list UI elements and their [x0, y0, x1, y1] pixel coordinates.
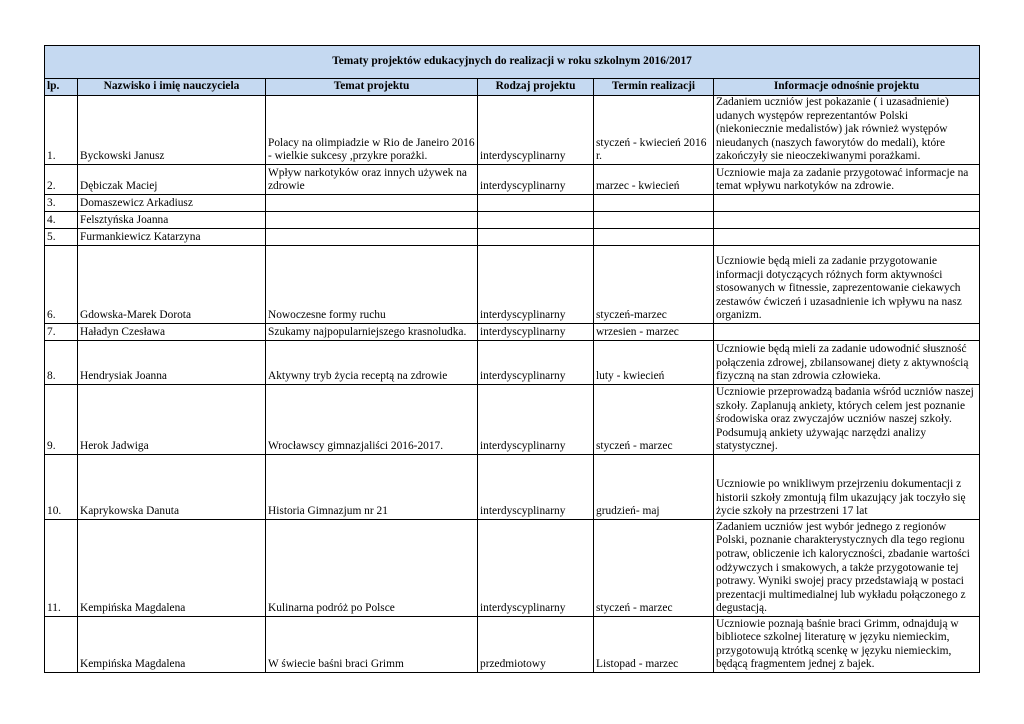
cell-topic	[266, 229, 478, 246]
cell-topic: Nowoczesne formy ruchu	[266, 246, 478, 324]
table-row	[45, 195, 980, 212]
cell-info	[714, 195, 980, 212]
header-term: Termin realizacji	[594, 79, 714, 96]
cell-term	[594, 195, 714, 212]
cell-term: marzec - kwiecień	[594, 165, 714, 195]
table-row	[45, 246, 980, 324]
cell-info: Uczniowie po wnikliwym przejrzeniu dokumentacji z historii szkoły zmontują film ukazujący jak toczyło się życie szkoły na przestrzeni 17 lat	[714, 455, 980, 520]
cell-kind	[478, 212, 594, 229]
cell-topic: Kulinarna podróż po Polsce	[266, 520, 478, 617]
table-title: Tematy projektów edukacyjnych do realizacji w roku szkolnym 2016/2017	[45, 46, 980, 79]
cell-term: wrzesien - marzec	[594, 324, 714, 341]
cell-lp: 2.	[45, 165, 78, 195]
table-row	[45, 520, 980, 617]
table-row	[45, 165, 980, 195]
cell-kind	[478, 229, 594, 246]
cell-info	[714, 324, 980, 341]
cell-name: Kaprykowska Danuta	[78, 455, 266, 520]
projects-table	[44, 45, 980, 673]
cell-name: Kempińska Magdalena	[78, 520, 266, 617]
cell-lp: 7.	[45, 324, 78, 341]
cell-kind: interdyscyplinarny	[478, 246, 594, 324]
cell-lp: 4.	[45, 212, 78, 229]
cell-term: luty - kwiecień	[594, 341, 714, 385]
cell-lp: 8.	[45, 341, 78, 385]
header-topic: Temat projektu	[266, 79, 478, 96]
cell-kind: interdyscyplinarny	[478, 385, 594, 455]
cell-name: Felsztyńska Joanna	[78, 212, 266, 229]
header-lp: lp.	[45, 79, 78, 96]
cell-term: Listopad - marzec	[594, 617, 714, 673]
header-kind: Rodzaj projektu	[478, 79, 594, 96]
table-row	[45, 455, 980, 520]
cell-kind: interdyscyplinarny	[478, 520, 594, 617]
cell-kind: interdyscyplinarny	[478, 324, 594, 341]
cell-lp: 9.	[45, 385, 78, 455]
cell-term: styczeń-marzec	[594, 246, 714, 324]
cell-name: Dębiczak Maciej	[78, 165, 266, 195]
cell-name: Gdowska-Marek Dorota	[78, 246, 266, 324]
cell-term: grudzień- maj	[594, 455, 714, 520]
cell-topic	[266, 195, 478, 212]
cell-topic: Wpływ narkotyków oraz innych używek na zdrowie	[266, 165, 478, 195]
cell-name: Furmankiewicz Katarzyna	[78, 229, 266, 246]
cell-topic	[266, 212, 478, 229]
cell-lp: 10.	[45, 455, 78, 520]
cell-term	[594, 229, 714, 246]
header-info: Informacje odnośnie projektu	[714, 79, 980, 96]
cell-kind: interdyscyplinarny	[478, 165, 594, 195]
cell-kind: interdyscyplinarny	[478, 96, 594, 165]
cell-info	[714, 212, 980, 229]
cell-topic: Polacy na olimpiadzie w Rio de Janeiro 2016 - wielkie sukcesy ,przykre porażki.	[266, 96, 478, 165]
cell-info: Uczniowie maja za zadanie przygotować informacje na temat wpływu narkotyków na zdrowie.	[714, 165, 980, 195]
table-row	[45, 324, 980, 341]
table-row	[45, 617, 980, 673]
cell-topic: Aktywny tryb życia receptą na zdrowie	[266, 341, 478, 385]
table-row	[45, 229, 980, 246]
cell-topic: Szukamy najpopularniejszego krasnoludka.	[266, 324, 478, 341]
cell-lp: 1.	[45, 96, 78, 165]
cell-term	[594, 212, 714, 229]
cell-info	[714, 229, 980, 246]
cell-term: styczeń - kwiecień 2016 r.	[594, 96, 714, 165]
cell-topic: Wrocławscy gimnazjaliści 2016-2017.	[266, 385, 478, 455]
cell-kind: interdyscyplinarny	[478, 455, 594, 520]
cell-info: Uczniowie będą mieli za zadanie udowodnić słuszność połączenia zdrowej, zbilansowanej diety z aktywnością fizyczną na stan zdrowia człowieka.	[714, 341, 980, 385]
cell-info: Uczniowie poznają baśnie braci Grimm, odnajdują w bibliotece szkolnej literaturę w języku niemieckim, przygotowują ktrótką scenkę w języku niemieckim, będącą fragmentem jednej z bajek.	[714, 617, 980, 673]
cell-lp	[45, 617, 78, 673]
cell-name: Herok Jadwiga	[78, 385, 266, 455]
table-row	[45, 385, 980, 455]
cell-lp: 3.	[45, 195, 78, 212]
cell-name: Byckowski Janusz	[78, 96, 266, 165]
cell-name: Hendrysiak Joanna	[78, 341, 266, 385]
cell-info: Zadaniem uczniów jest wybór jednego z regionów Polski, poznanie charakterystycznych dla tego regionu potraw, obliczenie ich kaloryczności, zbadanie wartości odżywczych i smakowych, a także przygotowanie tej potrawy. Wyniki swojej pracy przedstawiają w postaci prezentacji multimedialnej lub wykładu połączonego z degustacją.	[714, 520, 980, 617]
header-row	[45, 79, 980, 96]
cell-kind: przedmiotowy	[478, 617, 594, 673]
cell-topic: W świecie baśni braci Grimm	[266, 617, 478, 673]
table-row	[45, 341, 980, 385]
cell-lp: 5.	[45, 229, 78, 246]
cell-kind	[478, 195, 594, 212]
cell-kind: interdyscyplinarny	[478, 341, 594, 385]
cell-name: Haładyn Czesława	[78, 324, 266, 341]
cell-topic: Historia Gimnazjum nr 21	[266, 455, 478, 520]
cell-name: Domaszewicz Arkadiusz	[78, 195, 266, 212]
cell-lp: 11.	[45, 520, 78, 617]
cell-info: Uczniowie będą mieli za zadanie przygotowanie informacji dotyczących różnych form aktywności stosowanych w fitnessie, zaprezentowanie ciekawych zestawów ćwiczeń i uzasadnienie ich wpływu na nasz organizm.	[714, 246, 980, 324]
cell-name: Kempińska Magdalena	[78, 617, 266, 673]
title-row	[45, 46, 980, 79]
header-name: Nazwisko i imię nauczyciela	[78, 79, 266, 96]
table-row	[45, 212, 980, 229]
cell-term: styczeń - marzec	[594, 385, 714, 455]
cell-term: styczeń - marzec	[594, 520, 714, 617]
cell-info: Zadaniem uczniów jest pokazanie ( i uzasadnienie) udanych występów reprezentantów Polski (niekoniecznie medalistów) jak również występów nieudanych (naszych faworytów do medali), które zakończyły sie nieoczekiwanymi porażkami.	[714, 96, 980, 165]
cell-info: Uczniowie przeprowadzą badania wśród uczniów naszej szkoły. Zaplanują ankiety, których celem jest poznanie środowiska oraz zwyczajów uczniów naszej szkoły. Podsumują ankiety używając narzędzi analizy statystycznej.	[714, 385, 980, 455]
table-row	[45, 96, 980, 165]
cell-lp: 6.	[45, 246, 78, 324]
